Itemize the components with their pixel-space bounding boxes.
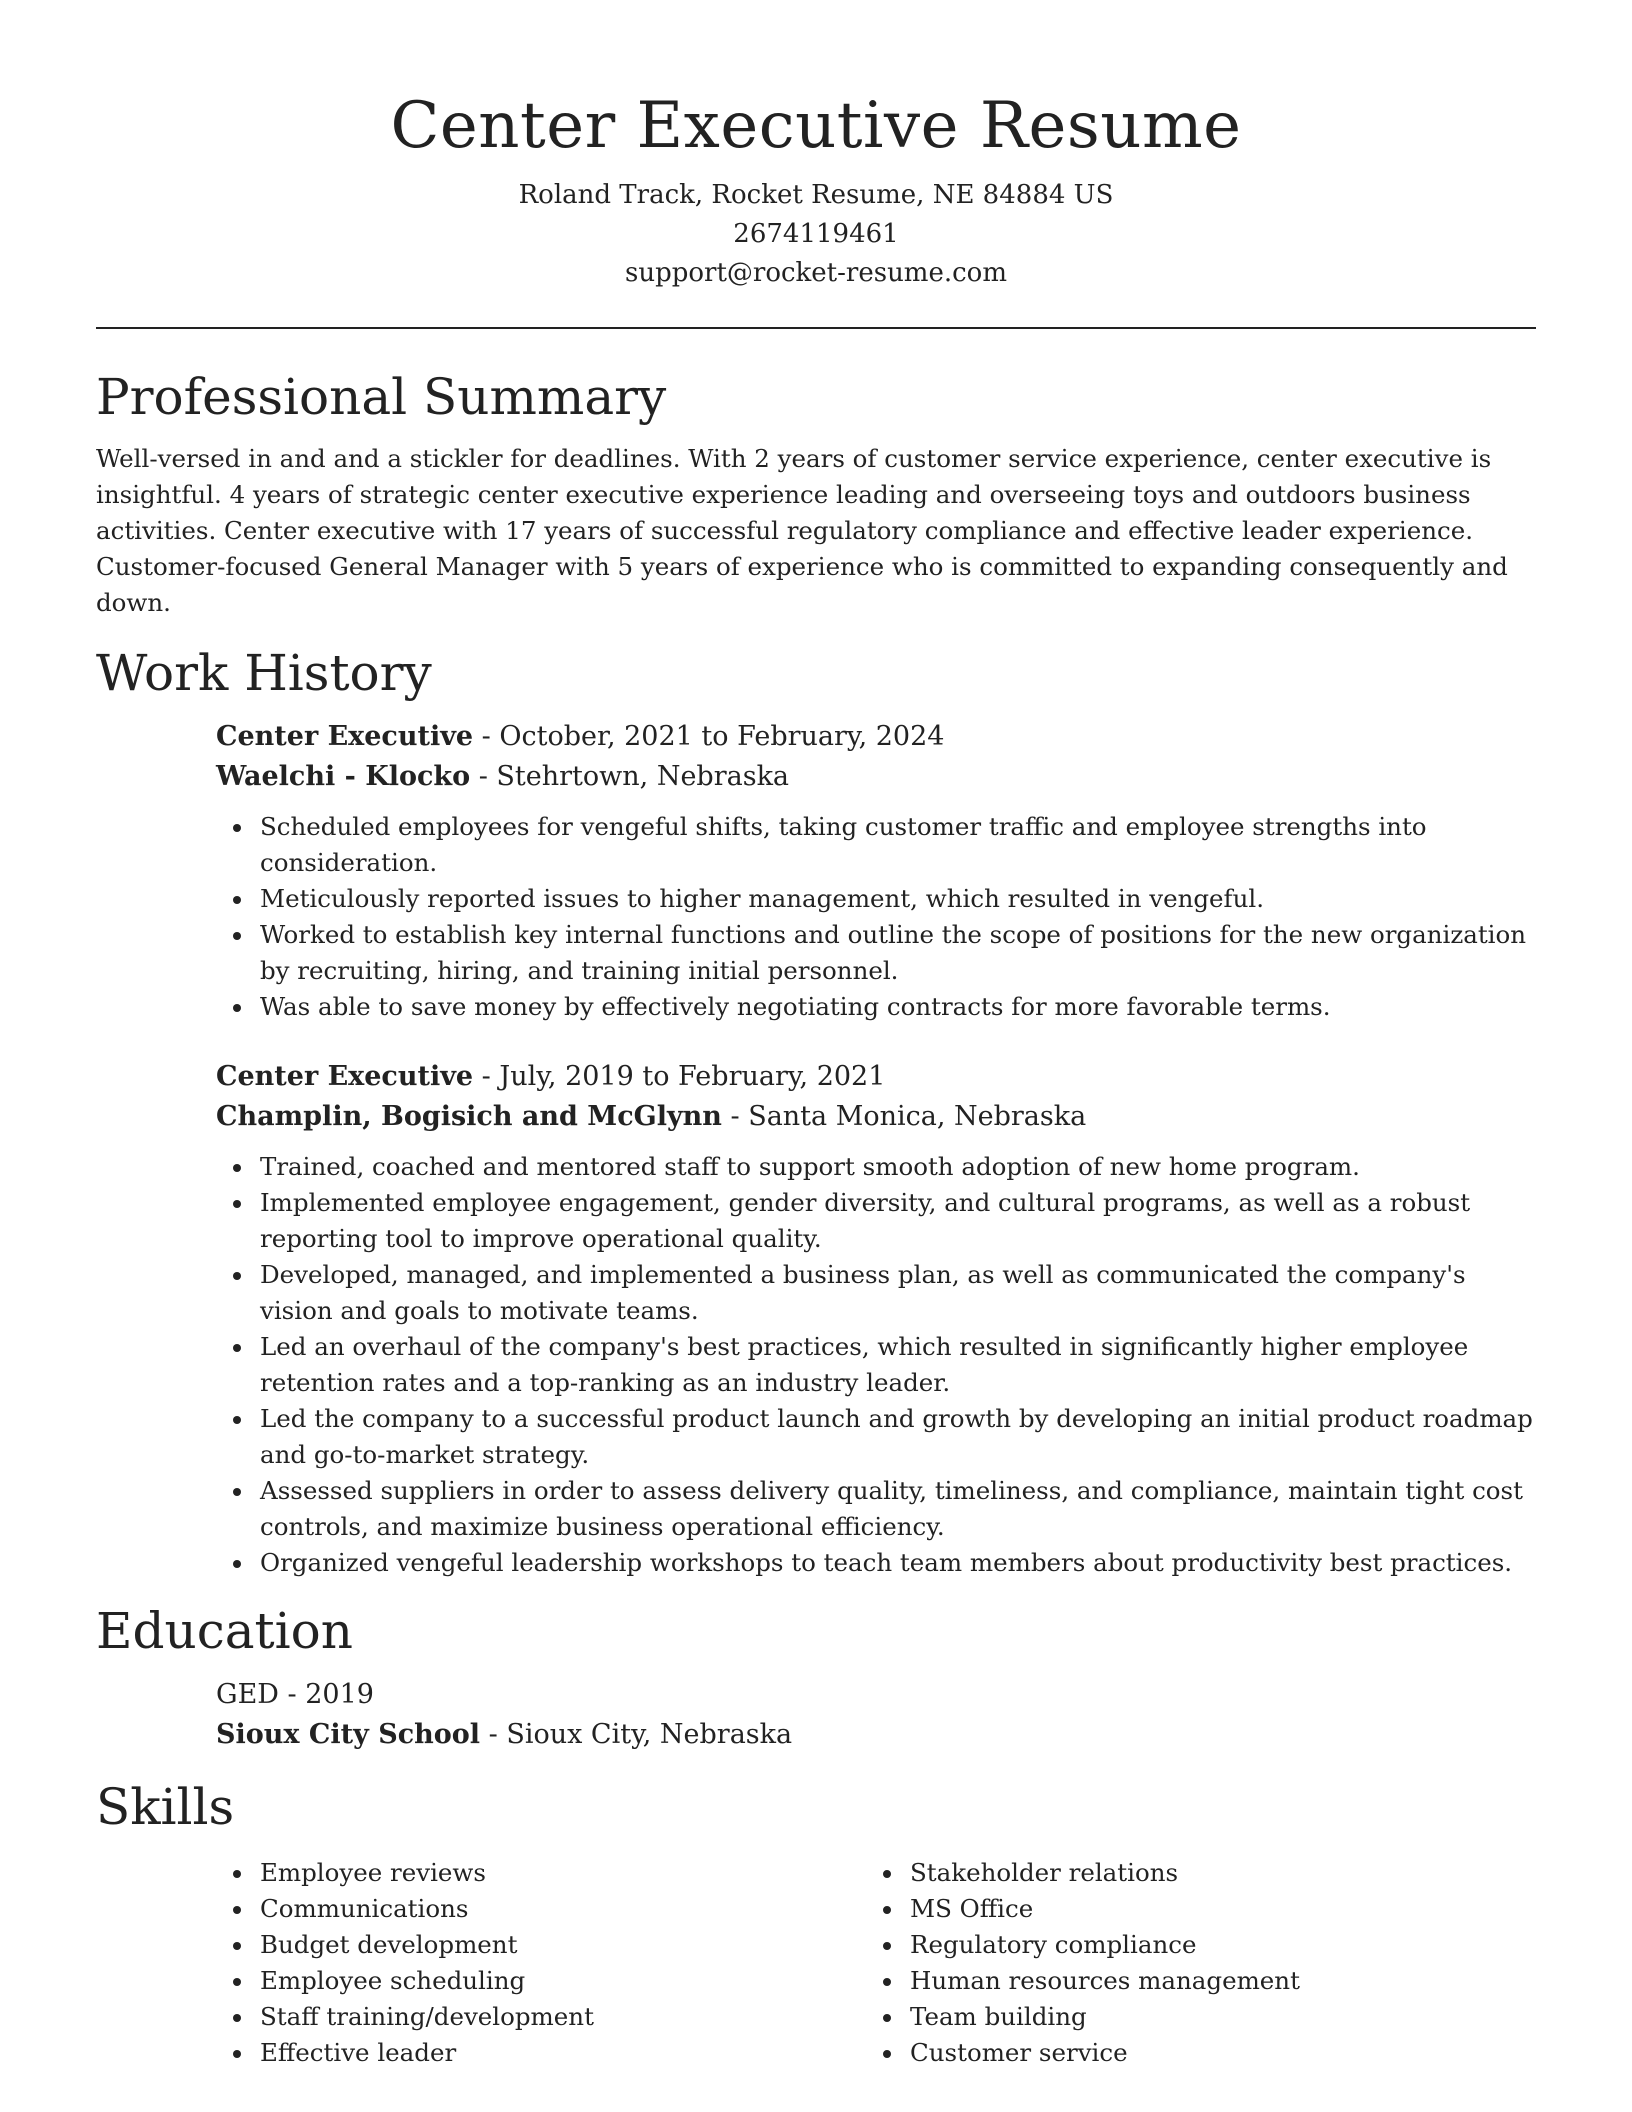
job-title: Center Executive (216, 1061, 474, 1092)
page-title: Center Executive Resume (390, 89, 1242, 163)
education-heading: Education (96, 1602, 353, 1660)
school-name: Sioux City School (216, 1719, 481, 1750)
list-item: Led an overhaul of the company's best practices, which resulted in significantly higher employee retention rates and a top-ranking as an industry leader. (216, 1329, 1536, 1401)
list-item: Organized vengeful leadership workshops to teach team members about productivity best practices. (216, 1545, 1536, 1581)
job-title-line (216, 717, 1536, 757)
list-item: Customer service (866, 2035, 1516, 2071)
degree: GED (216, 1679, 279, 1710)
school-line (216, 1715, 1536, 1755)
summary-heading: Professional Summary (96, 368, 667, 426)
contact-email: support@rocket-resume.com (624, 258, 1007, 288)
job-entry (216, 1057, 1536, 1581)
degree-year: - 2019 (278, 1679, 374, 1710)
skills-list (866, 1855, 1516, 2071)
list-item: Was able to save money by effectively negotiating contracts for more favorable terms. (216, 989, 1536, 1025)
skills-heading: Skills (96, 1778, 235, 1836)
job-company: Waelchi - Klocko (216, 761, 471, 792)
work-history-heading: Work History (96, 644, 432, 702)
job-dates: - October, 2021 to February, 2024 (473, 721, 945, 752)
list-item: MS Office (866, 1891, 1516, 1927)
contact-block (96, 176, 1536, 293)
job-location: - Stehrtown, Nebraska (470, 761, 790, 792)
skills-column-right (866, 1855, 1516, 2071)
skills-column-left (216, 1855, 866, 2071)
list-item: Scheduled employees for vengeful shifts, taking customer traffic and employee strengths into consideration. (216, 809, 1536, 881)
list-item: Assessed suppliers in order to assess delivery quality, timeliness, and compliance, maintain tight cost controls, and maximize business operational efficiency. (216, 1473, 1536, 1545)
list-item: Regulatory compliance (866, 1927, 1516, 1963)
list-item: Communications (216, 1891, 866, 1927)
list-item: Trained, coached and mentored staff to support smooth adoption of new home program. (216, 1149, 1536, 1185)
job-entry (216, 717, 1536, 1025)
job-title: Center Executive (216, 721, 474, 752)
list-item: Budget development (216, 1927, 866, 1963)
list-item: Meticulously reported issues to higher management, which resulted in vengeful. (216, 881, 1536, 917)
job-company-line (216, 757, 1536, 797)
job-location: - Santa Monica, Nebraska (721, 1101, 1087, 1132)
list-item: Stakeholder relations (866, 1855, 1516, 1891)
list-item: Effective leader (216, 2035, 866, 2071)
list-item: Employee reviews (216, 1855, 866, 1891)
contact-phone: 2674119461 (733, 219, 899, 249)
list-item: Worked to establish key internal functions and outline the scope of positions for the new organization by recruiting, hiring, and training initial personnel. (216, 917, 1536, 989)
job-company-line (216, 1097, 1536, 1137)
school-location: - Sioux City, Nebraska (480, 1719, 793, 1750)
resume-page (96, 0, 1536, 2071)
contact-address: Roland Track, Rocket Resume, NE 84884 US (518, 180, 1114, 210)
job-title-line (216, 1057, 1536, 1097)
skills-list (216, 1855, 866, 2071)
job-duties-list (216, 1149, 1536, 1581)
degree-line (216, 1675, 1536, 1715)
list-item: Team building (866, 1999, 1516, 2035)
job-duties-list (216, 809, 1536, 1025)
list-item: Human resources management (866, 1963, 1516, 1999)
job-company: Champlin, Bogisich and McGlynn (216, 1101, 722, 1132)
list-item: Implemented employee engagement, gender diversity, and cultural programs, as well as a robust reporting tool to improve operational quality. (216, 1185, 1536, 1257)
list-item: Led the company to a successful product launch and growth by developing an initial product roadmap and go-to-market strategy. (216, 1401, 1536, 1473)
list-item: Staff training/development (216, 1999, 866, 2035)
list-item: Employee scheduling (216, 1963, 866, 1999)
skills-columns (216, 1855, 1536, 2071)
education-entry (216, 1675, 1536, 1755)
list-item: Developed, managed, and implemented a business plan, as well as communicated the company's vision and goals to motivate teams. (216, 1257, 1536, 1329)
header-divider (96, 327, 1536, 329)
job-dates: - July, 2019 to February, 2021 (473, 1061, 886, 1092)
summary-text: Well-versed in and and a stickler for deadlines. With 2 years of customer service experience, center executive is insightful. 4 years of strategic center executive experience leading and overseeing toys and outdoors business activities. Center executive with 17 years of successful regulatory compliance and effective leader experience. Customer-focused General Manager with 5 years of experience who is committed to expanding consequently and down. (96, 444, 1508, 617)
